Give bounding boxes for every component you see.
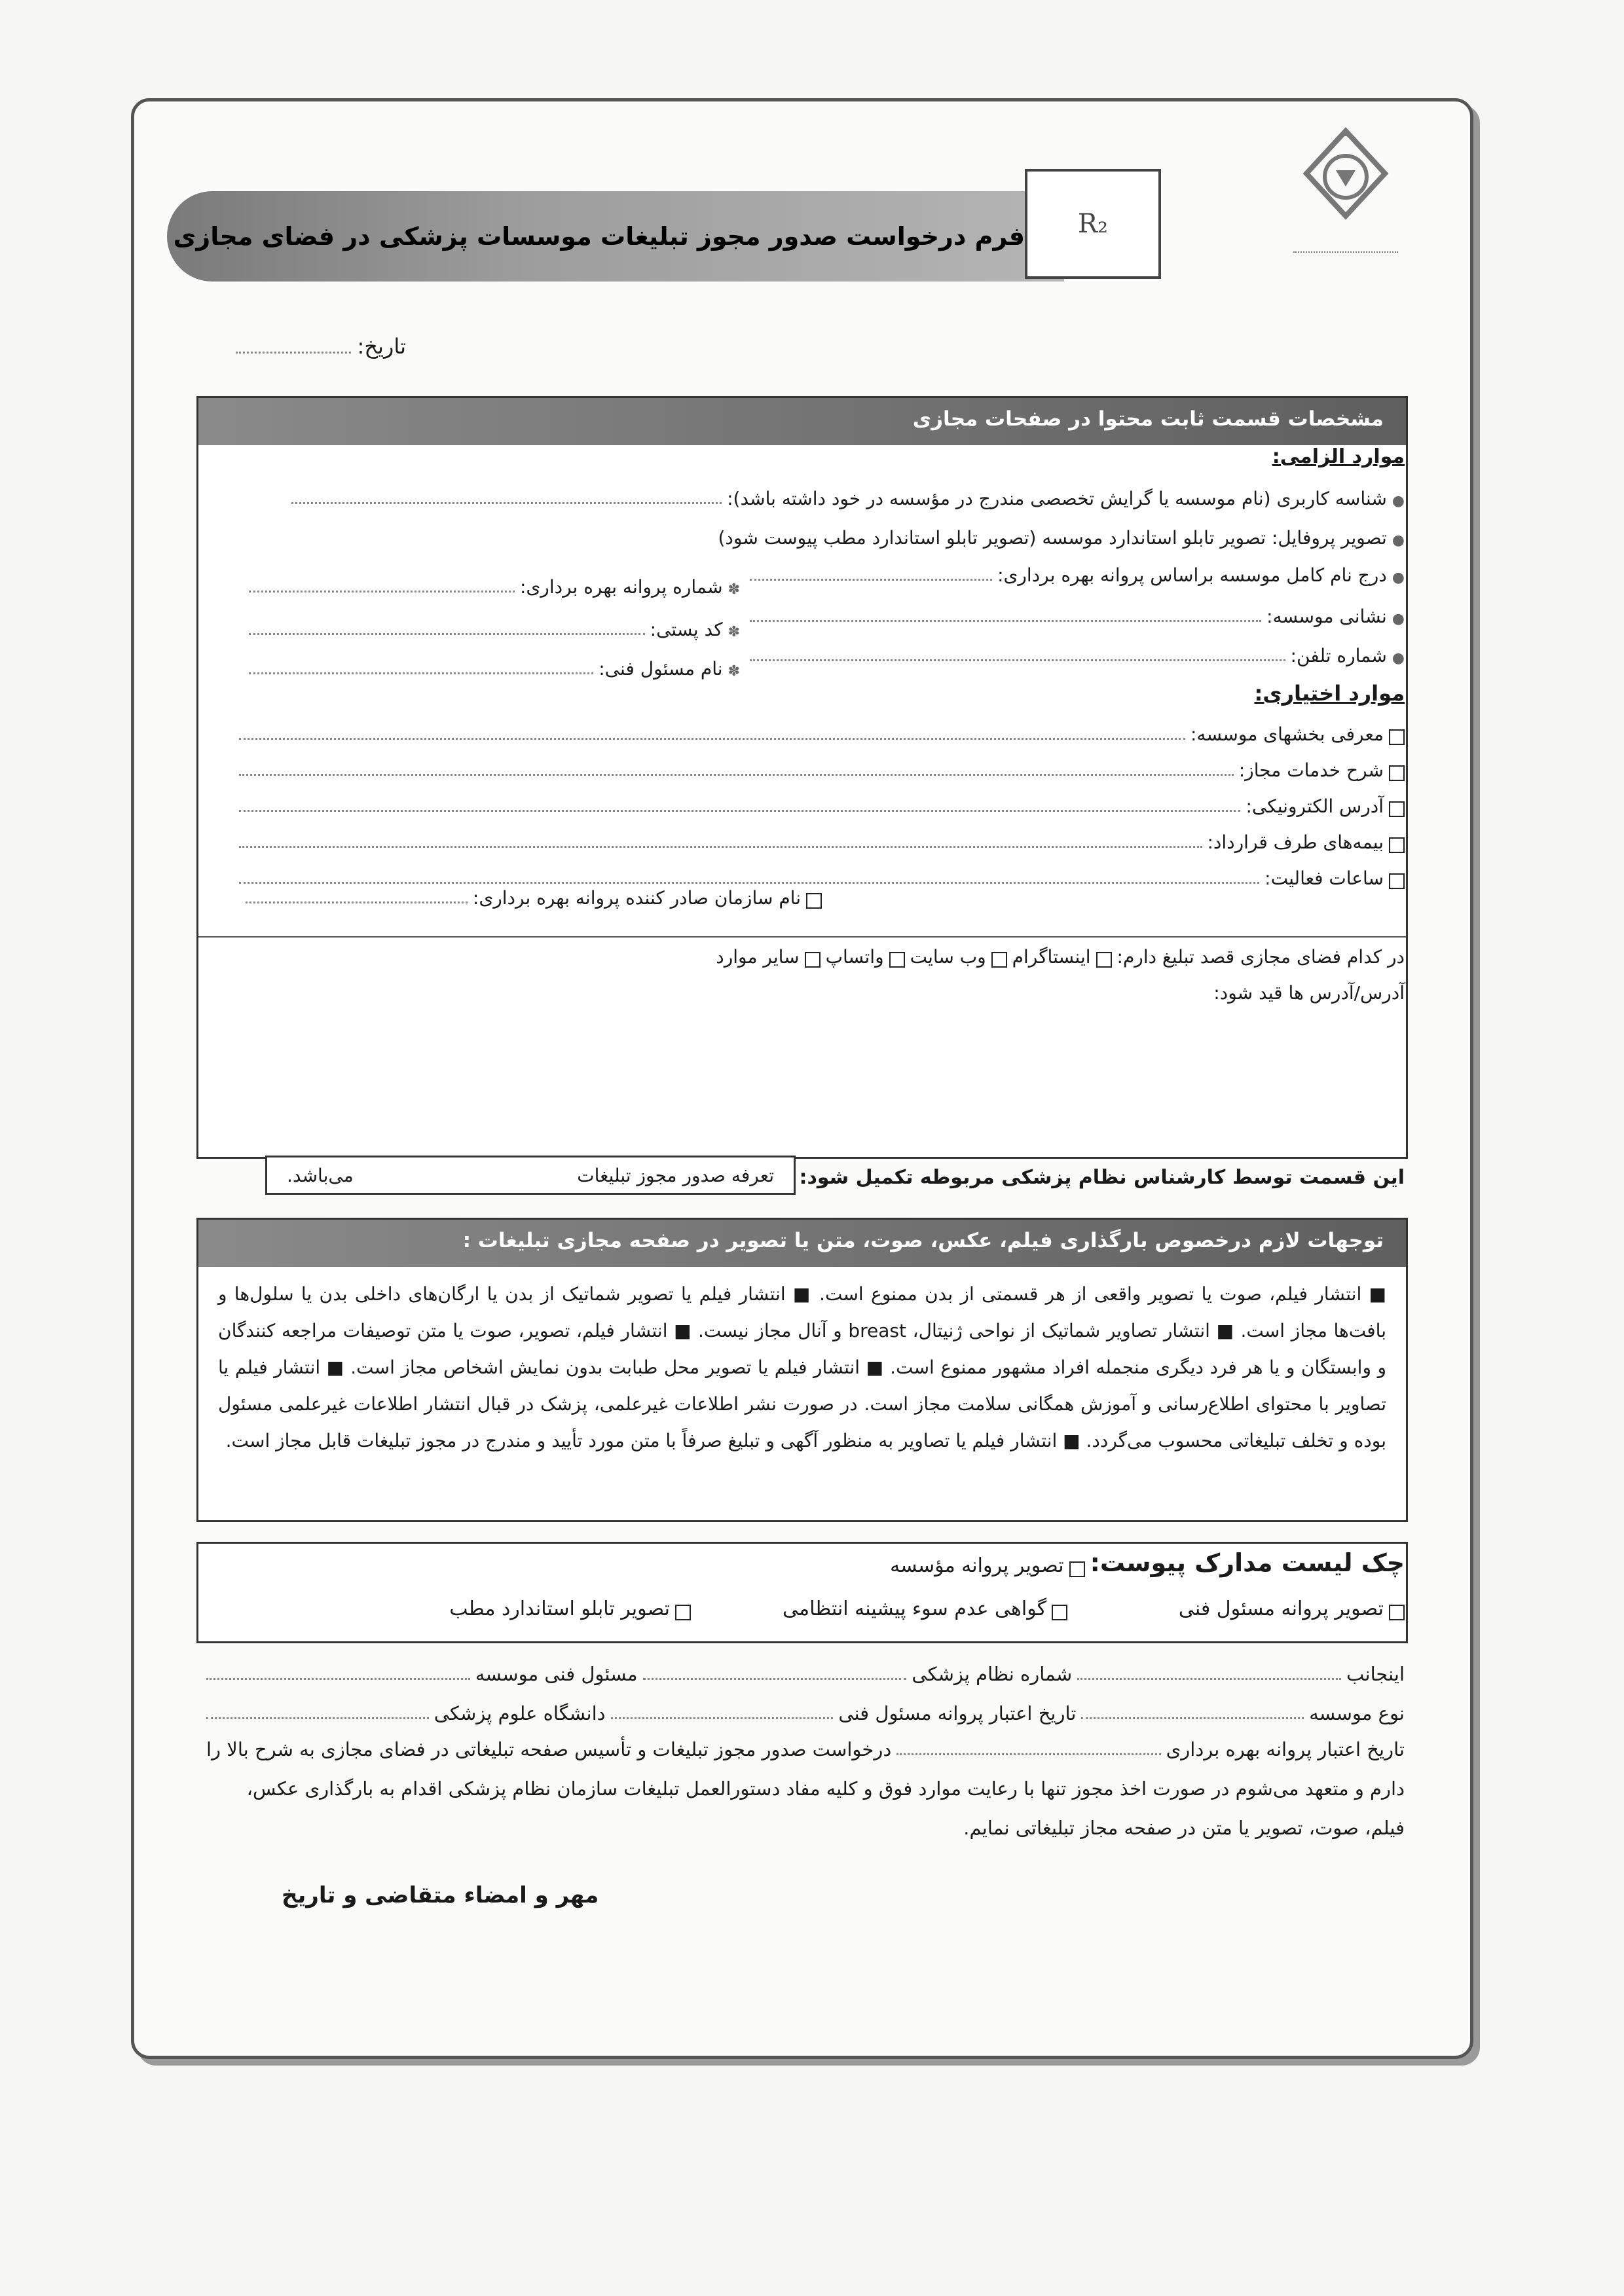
fee-note: این قسمت توسط کارشناس نظام پزشکی مربوطه تکمیل شود: <box>799 1166 1405 1189</box>
logo-underline <box>1293 232 1398 253</box>
declaration-line-5: فیلم، صوت، تصویر یا متن در صفحه مجاز تبلیغاتی نمایم. <box>963 1817 1405 1839</box>
bullet-icon: ● <box>1392 493 1405 509</box>
checklist-item: تصویر تابلو استاندارد مطب <box>449 1597 670 1620</box>
declaration-label: تاریخ اعتبار پروانه بهره برداری <box>1166 1738 1405 1760</box>
platform-option: اینستاگرام <box>1012 946 1091 968</box>
guidelines-text: ■ انتشار فیلم، صوت یا تصویر واقعی از هر قسمتی از بدن ممنوع است. ■ انتشار فیلم یا تصویر شماتیک از بدن یا ارگان‌های داخلی بدن یا سلول‌ها و بافت‌ها مجاز است. ■ انتشار تصاویر شماتیک از نواحی ژنیتال، breast و آنال مجاز نیست. ■ انتشار فیلم، تصویر، صوت یا متن توصیفات مراجعه کنندگان و وابستگان و یا هر فرد دیگری منجمله افراد مشهور ممنوع است. ■ انتشار فیلم یا تصویر محل طبابت بدون نمایش اشخاص مجاز است. ■ انتشار فیلم یا تصاویر با محتوای اطلاع‌رسانی و آموزش همگانی سلامت مجاز است. در صورت نشر اطلاعات غیرعلمی، پزشک در قبال انتشار اطلاعات غیرعلمی مسئول بوده و تخلف تبلیغاتی محسوب می‌گردد. ■ انتشار فیلم یا تصاویر به منظور آگهی و تبلیغ صرفاً با متن مورد تأیید و مندرج در مجوز تبلیغات قابل مجاز است. <box>218 1283 1387 1451</box>
mandatory-item-3 <box>750 564 1405 586</box>
optional-item-1 <box>239 723 1405 745</box>
checklist-row-2 <box>1179 1597 1405 1620</box>
fee-suffix: می‌باشد. <box>287 1164 354 1186</box>
checklist-item: گواهی عدم سوء پیشینه انتظامی <box>783 1597 1046 1620</box>
optional-item-label: ساعات فعالیت: <box>1264 867 1384 889</box>
checklist-title: چک لیست مدارک پیوست: <box>1090 1548 1405 1577</box>
mandatory-item-5 <box>750 645 1405 666</box>
optional-item-3 <box>239 795 1405 817</box>
license-number-field[interactable] <box>249 591 515 592</box>
side-field-label: کد پستی: <box>650 619 723 640</box>
title-bar <box>167 191 1064 282</box>
mandatory-item-2 <box>718 527 1405 549</box>
platform-option: سایر موارد <box>716 946 800 968</box>
operation-license-date-field[interactable] <box>896 1753 1160 1755</box>
platform-option: وب سایت <box>910 946 986 968</box>
checkbox[interactable] <box>1389 801 1405 817</box>
optional-field-4[interactable] <box>239 846 1202 848</box>
university-field[interactable] <box>206 1717 429 1719</box>
mandatory-item-label: نشانی موسسه: <box>1266 606 1387 627</box>
declaration-label: اینجانب <box>1346 1663 1405 1685</box>
platforms-row <box>716 946 1405 968</box>
declaration-row-2 <box>206 1702 1405 1724</box>
checklist-item: تصویر پروانه مسئول فنی <box>1178 1597 1384 1620</box>
checkbox[interactable] <box>1389 765 1405 781</box>
fee-note-row <box>772 1159 1405 1189</box>
optional-field-3[interactable] <box>239 810 1240 812</box>
side-field-1 <box>249 576 740 598</box>
organization-logo <box>1280 124 1411 275</box>
mandatory-item-label: تصویر پروفایل: تصویر تابلو استاندارد موسسه (تصویر تابلو استاندارد مطب پیوست شود) <box>718 527 1387 549</box>
form-code-box <box>1025 169 1161 279</box>
optional-item-label: شرح خدمات مجاز: <box>1238 759 1384 781</box>
declaration-label: شماره نظام پزشکی <box>912 1663 1073 1685</box>
bullet-icon: ● <box>1392 650 1405 666</box>
logo-icon <box>1297 124 1395 223</box>
postal-code-field[interactable] <box>249 633 645 635</box>
checkbox-website[interactable] <box>991 952 1007 968</box>
checkbox[interactable] <box>1389 1605 1405 1620</box>
mandatory-field-1[interactable] <box>291 502 722 504</box>
asterisk-icon: ✽ <box>728 663 740 680</box>
side-field-3 <box>249 658 740 680</box>
optional-title: موارد اختیاری: <box>1254 681 1405 706</box>
mandatory-field-4[interactable] <box>750 620 1261 622</box>
optional-item-label: بیمه‌های طرف قرارداد: <box>1207 831 1384 853</box>
mandatory-item-label: شناسه کاربری (نام موسسه یا گرایش تخصصی مندرج در مؤسسه در خود داشته باشد): <box>727 488 1387 509</box>
optional-item-2 <box>239 759 1405 781</box>
technical-manager-field[interactable] <box>249 672 593 674</box>
declarant-name-field[interactable] <box>1077 1678 1341 1680</box>
mandatory-field-3[interactable] <box>750 579 992 581</box>
fee-box[interactable] <box>265 1156 796 1195</box>
optional-side-item <box>246 887 822 909</box>
form-title: فرم درخواست صدور مجوز تبلیغات موسسات پزشکی در فضای مجازی <box>173 222 1025 251</box>
asterisk-icon: ✽ <box>728 581 740 598</box>
mandatory-item-label: درج نام کامل موسسه براساس پروانه بهره برداری: <box>997 564 1387 586</box>
address-label: آدرس/آدرس ها قید شود: <box>1213 982 1405 1004</box>
mandatory-item-4 <box>750 606 1405 627</box>
checkbox[interactable] <box>1052 1605 1067 1620</box>
optional-item-5 <box>239 867 1405 889</box>
optional-item-label: آدرس الکترونیکی: <box>1246 795 1384 817</box>
bullet-icon: ● <box>1392 611 1405 627</box>
date-row <box>236 334 406 359</box>
institution-type-field[interactable] <box>1081 1717 1304 1719</box>
declaration-label: تاریخ اعتبار پروانه مسئول فنی <box>838 1702 1077 1724</box>
form-code: R₂ <box>1077 209 1109 239</box>
date-label: تاریخ: <box>357 334 406 359</box>
checkbox-whatsapp[interactable] <box>889 952 905 968</box>
optional-field-1[interactable] <box>239 738 1185 740</box>
declaration-row-3 <box>206 1738 1405 1760</box>
manager-license-date-field[interactable] <box>611 1717 834 1719</box>
checkbox[interactable] <box>806 893 822 909</box>
mandatory-item-1 <box>291 488 1405 509</box>
optional-field-5[interactable] <box>239 882 1259 884</box>
signature-label: مهر و امضاء متقاضی و تاریخ <box>282 1882 599 1908</box>
platforms-question: در کدام فضای مجازی قصد تبلیغ دارم: <box>1116 946 1405 968</box>
date-field[interactable] <box>236 352 351 354</box>
side-field-label: شماره پروانه بهره برداری: <box>519 576 723 598</box>
checklist-item: تصویر پروانه مؤسسه <box>890 1554 1064 1577</box>
side-field-2 <box>249 619 740 640</box>
declaration-label: نوع موسسه <box>1309 1702 1405 1724</box>
optional-side-label: نام سازمان صادر کننده پروانه بهره برداری: <box>472 887 801 909</box>
section-divider <box>198 936 1406 938</box>
guidelines-heading: توجهات لازم درخصوص بارگذاری فیلم، عکس، صوت، متن یا تصویر در صفحه مجازی تبلیغات : <box>198 1220 1406 1267</box>
checkbox-other[interactable] <box>805 952 821 968</box>
asterisk-icon: ✽ <box>728 624 740 640</box>
checkbox[interactable] <box>675 1605 691 1620</box>
checklist-row-2c <box>449 1597 691 1620</box>
issuer-field[interactable] <box>246 902 468 903</box>
checkbox[interactable] <box>1069 1561 1085 1577</box>
medical-council-number-field[interactable] <box>643 1678 907 1680</box>
platform-option: واتساپ <box>825 946 884 968</box>
bullet-icon: ● <box>1392 532 1405 549</box>
checklist-row-2b <box>783 1597 1067 1620</box>
checklist-row-1 <box>890 1548 1405 1577</box>
declaration-label: دانشگاه علوم پزشکی <box>434 1702 606 1724</box>
declaration-row-1 <box>206 1663 1405 1685</box>
mandatory-title: موارد الزامی: <box>1272 445 1405 468</box>
mandatory-item-label: شماره تلفن: <box>1290 645 1387 666</box>
bullet-icon: ● <box>1392 570 1405 586</box>
declaration-text: درخواست صدور مجوز تبلیغات و تأسیس صفحه تبلیغاتی در فضای مجازی به شرح بالا را <box>206 1738 892 1760</box>
institution-field[interactable] <box>206 1678 470 1680</box>
guidelines-section <box>196 1218 1408 1522</box>
declaration-line-4: دارم و متعهد می‌شوم در صورت اخذ مجوز تنها با رعایت موارد فوق و کلیه مفاد دستورالعمل تبلیغات سازمان نظام پزشکی اقدام به بارگذاری عکس، <box>246 1777 1405 1800</box>
content-section-heading: مشخصات قسمت ثابت محتوا در صفحات مجازی <box>198 398 1406 445</box>
checkbox[interactable] <box>1389 837 1405 853</box>
side-field-label: نام مسئول فنی: <box>599 658 723 680</box>
optional-item-label: معرفی بخشهای موسسه: <box>1190 723 1384 745</box>
mandatory-field-5[interactable] <box>750 659 1285 661</box>
declaration-label: مسئول فنی موسسه <box>475 1663 638 1685</box>
checkbox-instagram[interactable] <box>1096 952 1112 968</box>
checkbox[interactable] <box>1389 873 1405 889</box>
fee-label: تعرفه صدور مجوز تبلیغات <box>577 1164 774 1186</box>
optional-field-2[interactable] <box>239 774 1234 776</box>
checkbox[interactable] <box>1389 729 1405 745</box>
optional-item-4 <box>239 831 1405 853</box>
